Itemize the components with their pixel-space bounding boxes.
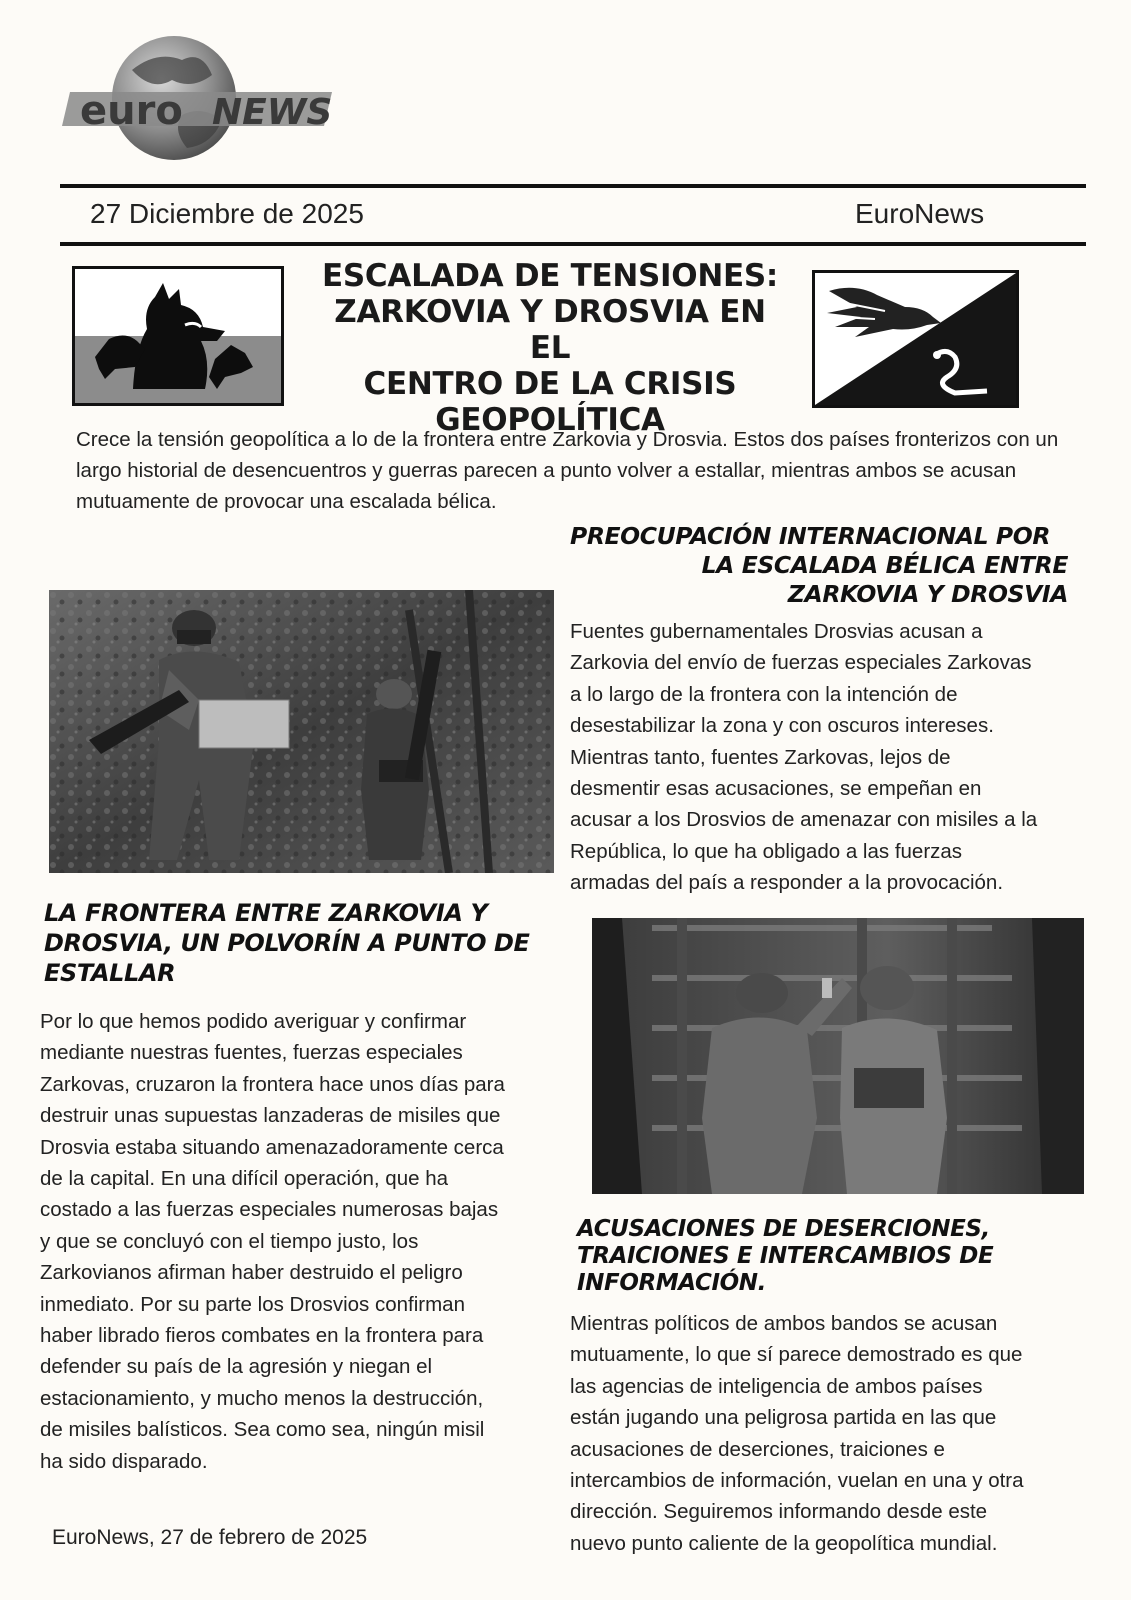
body-line: costado a las fuerzas especiales numerosas bajas [40,1198,499,1222]
body-line: Fuentes gubernamentales Drosvias acusan a [570,620,983,643]
body-line: Por lo que hemos podido averiguar y confirmar [40,1010,467,1033]
body-line: destruir unas supuestas lanzaderas de misiles que [40,1104,501,1128]
body-line: Drosvia estaba situando amenazadoramente cerca [40,1135,504,1159]
international-body [570,616,1090,899]
drosvia-flag [812,270,1019,408]
body-line: desmentir esas acusaciones, se empeñan en [570,777,982,801]
soldiers-cabin-photo [592,918,1084,1194]
body-line: estacionamiento, y mucho menos la destrucción, [40,1386,484,1410]
headline-line: CENTRO DE LA CRISIS [363,366,737,402]
body-line: Mientras políticos de ambos bandos se acusan [570,1312,998,1335]
body-line: acusar a los Drosvios de amenazar con misiles a la [570,808,1038,832]
subhead-line: INFORMACIÓN. [577,1270,766,1296]
subhead-line: TRAICIONES E INTERCAMBIOS DE [577,1243,994,1269]
body-line: Zarkovia del envío de fuerzas especiales Zarkovas [570,651,1032,675]
body-line: Mientras tanto, fuentes Zarkovas, lejos de [570,745,951,769]
body-line: haber librado fieros combates en la frontera para [40,1324,484,1348]
body-line: las agencias de inteligencia de ambos países [570,1374,983,1398]
body-line: de misiles balísticos. Sea como sea, ningún misil [40,1418,485,1442]
body-line: de la capital. En una difícil operación, que ha [40,1167,448,1191]
soldiers-forest-photo [49,590,554,873]
body-line: defender su país de la agresión y niegan el [40,1355,433,1379]
headline-line: ESCALADA DE TENSIONES: [322,258,778,294]
border-subhead [44,898,554,988]
headline-line: ZARKOVIA Y DROSVIA EN EL [334,294,766,366]
body-line: y que se concluyó con el tiempo justo, los [40,1229,419,1253]
body-line: mutuamente, lo que sí parece demostrado es que [570,1343,1023,1367]
issue-date: 27 Diciembre de 2025 [90,198,364,229]
subhead-line: LA FRONTERA ENTRE ZARKOVIA Y [44,899,488,927]
body-line: están jugando una peligrosa partida en las que [570,1406,997,1430]
accusations-subhead [577,1216,1077,1297]
body-line: armadas del país a responder a la provocación. [570,871,1004,895]
headline-line: GEOPOLÍTICA [435,402,665,438]
international-subhead [570,522,1068,609]
footer-credit: EuroNews, 27 de febrero de 2025 [52,1526,368,1549]
subhead-line: PREOCUPACIÓN INTERNACIONAL POR [570,522,1051,550]
top-rule [60,184,1086,188]
subhead-line: LA ESCALADA BÉLICA ENTRE [701,551,1068,579]
main-headline [312,258,788,438]
body-line: ha sido disparado. [40,1449,208,1473]
subhead-line: ACUSACIONES DE DESERCIONES, [577,1216,990,1242]
subhead-line: DROSVIA, UN POLVORÍN A PUNTO DE [44,929,530,957]
border-body [40,1006,560,1477]
publisher-name: EuroNews [855,198,985,229]
zarkovia-flag [72,266,284,406]
body-line: mediante nuestras fuentes, fuerzas especiales [40,1041,463,1065]
body-line: a lo largo de la frontera con la intención de [570,682,958,706]
subhead-line: ESTALLAR [44,959,176,987]
euronews-logo[interactable] [62,30,352,170]
bottom-rule [60,242,1086,246]
body-line: nuevo punto caliente de la geopolítica mundial. [570,1531,998,1555]
body-line: desestabilizar la zona y con oscuros intereses. [570,714,994,738]
body-line: intercambios de información, vuelan en una y otra [570,1469,1024,1493]
accusations-body [570,1308,1090,1559]
body-line: dirección. Seguiremos informando desde este [570,1500,988,1524]
logo-news-text: NEWS [212,92,333,133]
body-line: Zarkovas, cruzaron la frontera hace unos días para [40,1072,505,1096]
logo-euro-text: euro [80,88,183,134]
body-line: inmediato. Por su parte los Drosvios confirman [40,1292,465,1316]
body-line: República, lo que ha obligado a las fuerzas [570,839,963,863]
subhead-line: ZARKOVIA Y DROSVIA [787,580,1068,608]
body-line: acusaciones de deserciones, traiciones e [570,1437,945,1461]
body-line: Zarkovianos afirman haber destruido el peligro [40,1261,463,1285]
lede-paragraph: Crece la tensión geopolítica a lo de la frontera entre Zarkovia y Drosvia. Estos dos países fronterizos con un largo historial de desencuentros y guerras parecen a punto volver a estallar, mientras ambos se acusan mutuamente de provocar una escalada bélica. [76,428,1059,513]
